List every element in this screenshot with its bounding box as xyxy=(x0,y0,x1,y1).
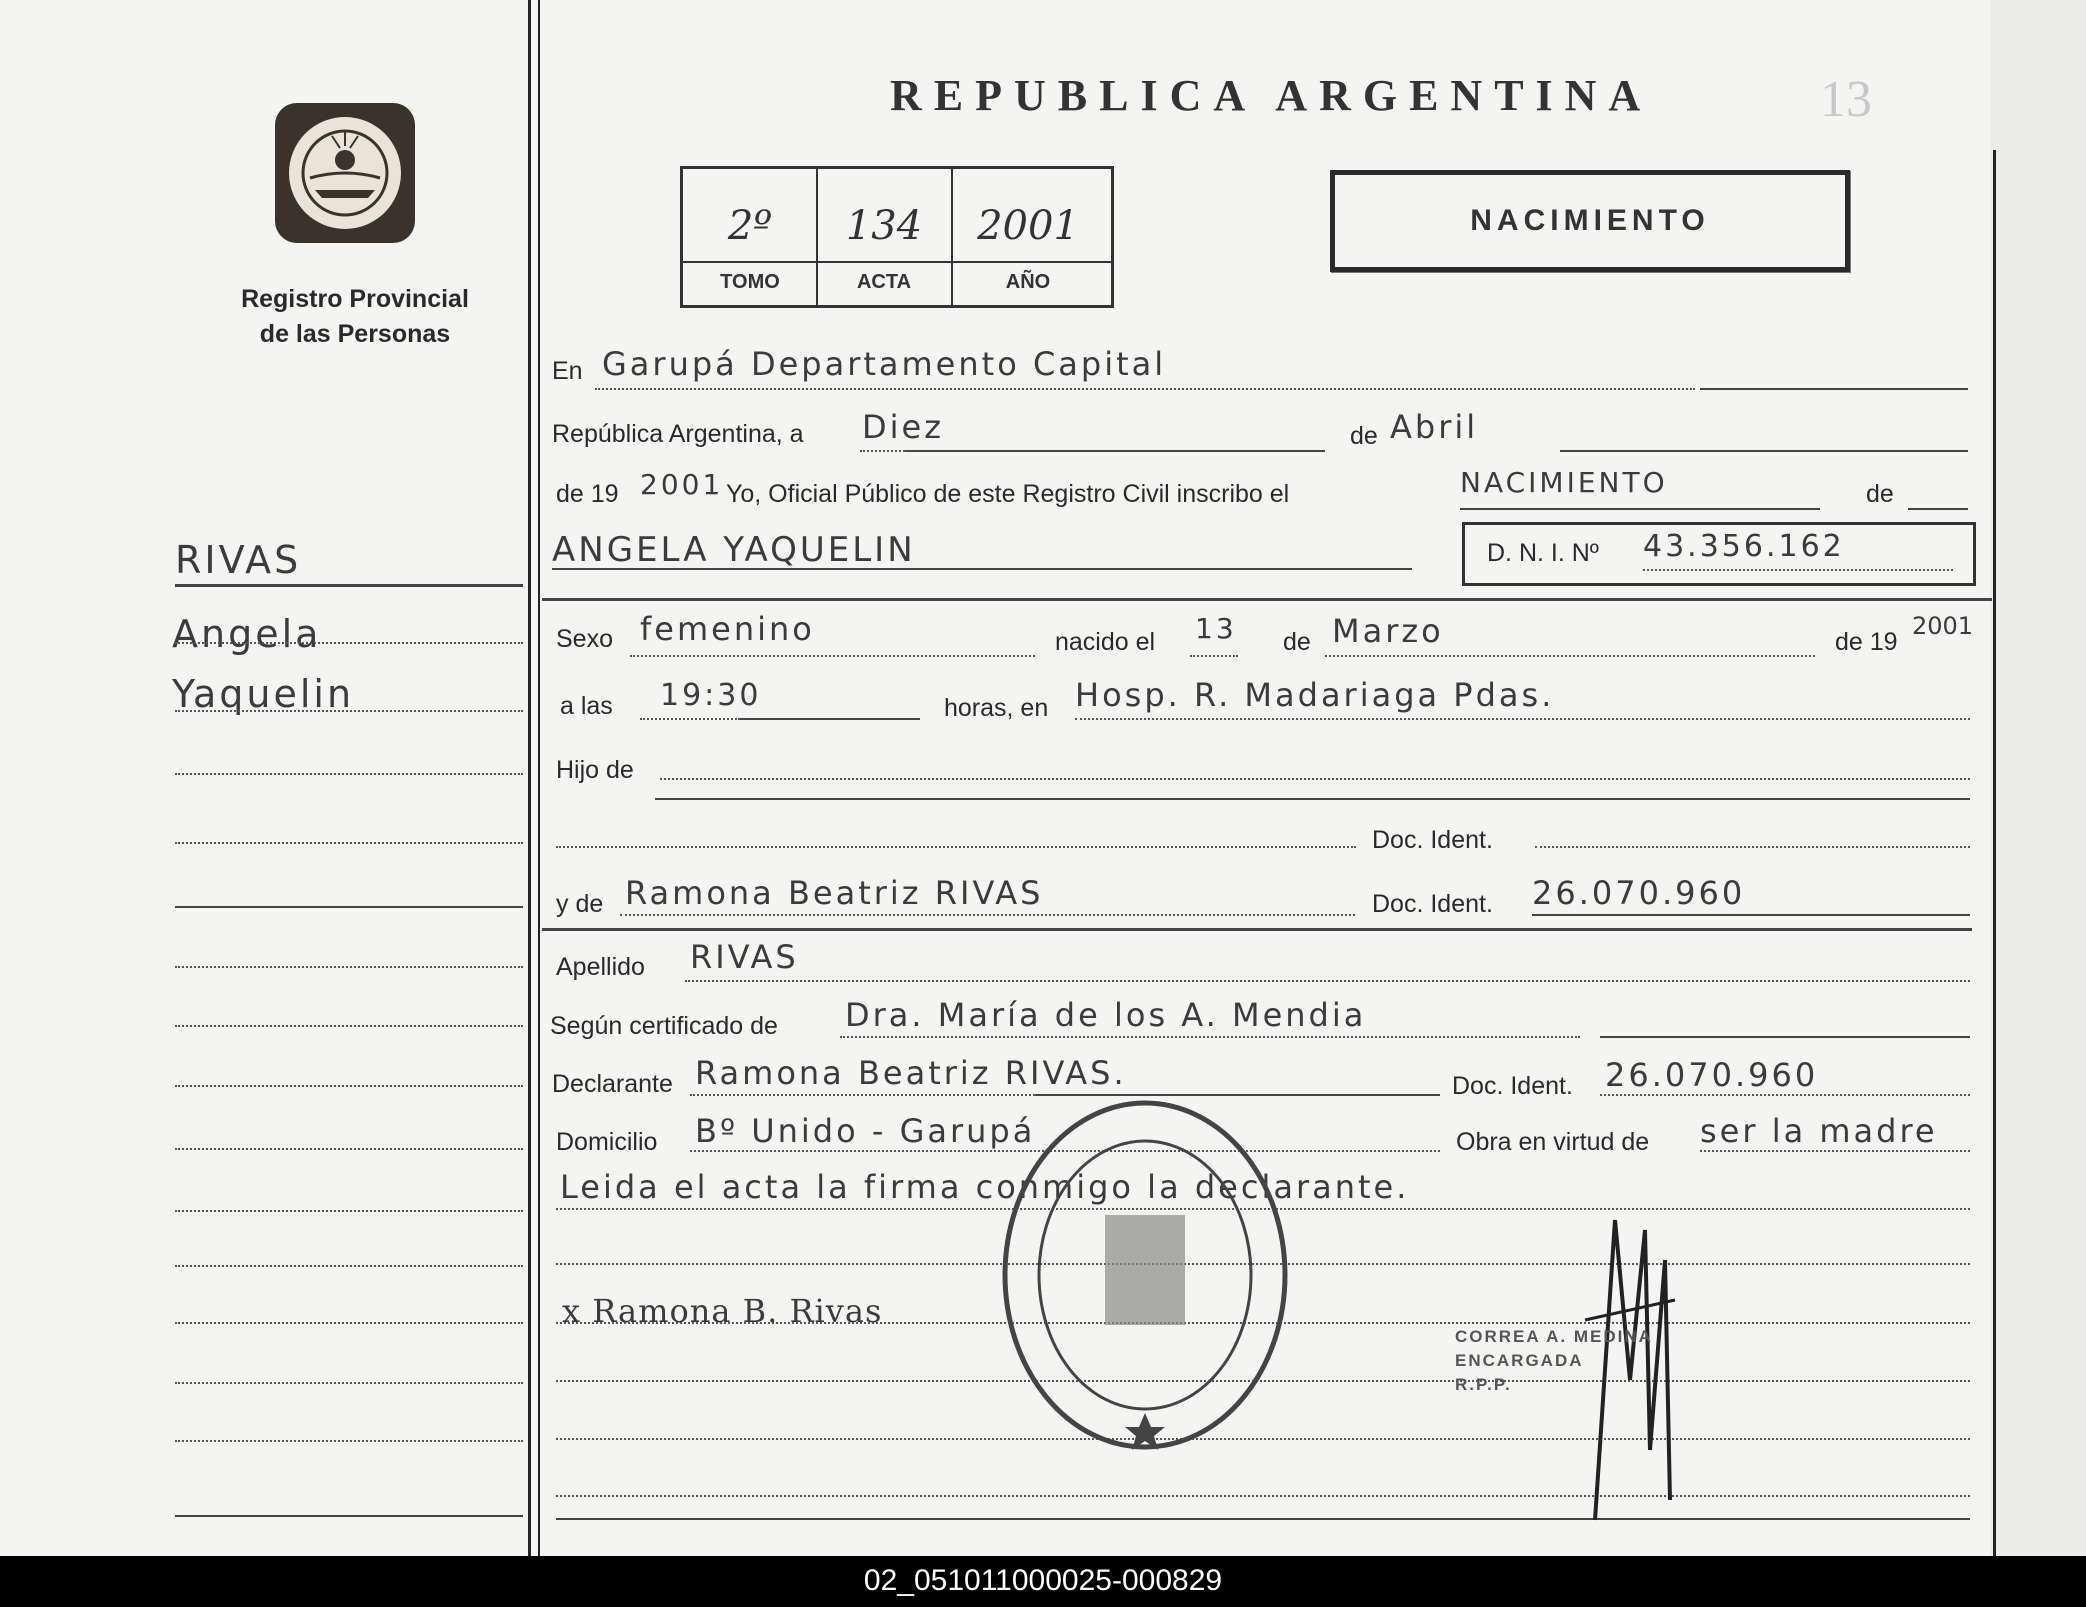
registry-name-line1: Registro Provincial xyxy=(241,285,469,313)
declarante-value: Ramona Beatriz RIVAS. xyxy=(695,1054,1127,1092)
de-19-label: de 19 xyxy=(556,480,619,508)
margin-rule xyxy=(175,584,523,587)
obra-line xyxy=(1700,1150,1970,1152)
mother-doc: 26.070.960 xyxy=(1532,874,1746,912)
month-written: Abril xyxy=(1390,408,1479,446)
birth-month: Marzo xyxy=(1332,612,1444,650)
right-border xyxy=(1993,150,1996,1556)
birth-time-line xyxy=(740,718,920,720)
margin-line xyxy=(175,642,523,644)
closing-line: Leida el acta la firma conmigo la declarante. xyxy=(560,1168,1410,1206)
declarante-label: Declarante xyxy=(552,1070,673,1098)
domicilio-value: Bº Unido - Garupá xyxy=(695,1112,1036,1150)
page-number: 13 xyxy=(1820,71,1872,128)
de-end-line xyxy=(1908,508,1968,510)
acta-label: ACTA xyxy=(856,271,912,293)
father-extra-line xyxy=(556,846,1356,848)
tomo-label: TOMO xyxy=(720,271,780,293)
margin-given-name-1: Angela xyxy=(172,612,322,656)
margin-line xyxy=(175,1515,523,1517)
section-divider-2 xyxy=(542,928,1972,931)
republica-label: República Argentina, a xyxy=(552,420,804,448)
official-line3: R.P.P. xyxy=(1455,1375,1512,1394)
act-written: NACIMIENTO xyxy=(1460,466,1668,499)
record-type-box: NACIMIENTO xyxy=(1330,170,1850,272)
certificado-label: Según certificado de xyxy=(550,1012,778,1040)
place-line xyxy=(595,388,1695,390)
father-doc-line xyxy=(1535,846,1970,848)
margin-line xyxy=(175,1210,523,1212)
margin-line xyxy=(175,1382,523,1384)
person-name: ANGELA YAQUELIN xyxy=(552,530,916,570)
obra-value: ser la madre xyxy=(1700,1112,1938,1150)
father-doc-label: Doc. Ident. xyxy=(1372,826,1493,854)
declarante-line xyxy=(690,1094,1035,1096)
birth-de19-label: de 19 xyxy=(1835,628,1898,656)
certificado-line xyxy=(840,1036,1580,1038)
place-line-end xyxy=(1700,388,1968,390)
birth-day: 13 xyxy=(1195,612,1237,645)
acta-value: 134 xyxy=(845,203,923,249)
declarante-doc: 26.070.960 xyxy=(1605,1056,1819,1094)
margin-line xyxy=(175,773,523,775)
day-line xyxy=(860,450,905,452)
year-written: 2001 xyxy=(640,468,724,501)
birth-de-label: de xyxy=(1283,628,1311,656)
blank-rule xyxy=(556,1495,1970,1497)
hijo-label: Hijo de xyxy=(556,756,634,784)
nacido-label: nacido el xyxy=(1055,628,1156,656)
horas-label: horas, en xyxy=(944,694,1049,722)
yo-statement: Yo, Oficial Público de este Registro Civil inscribo el xyxy=(726,480,1290,508)
sexo-value: femenino xyxy=(640,610,815,648)
dni-label: D. N. I. Nº xyxy=(1487,539,1599,567)
margin-line xyxy=(175,1085,523,1087)
birth-place: Hosp. R. Madariaga Pdas. xyxy=(1075,676,1555,714)
margin-line xyxy=(175,1440,523,1442)
margin-line xyxy=(175,966,523,968)
tomo-value: 2º xyxy=(727,203,773,249)
mother-name-line xyxy=(620,914,1355,916)
bottom-rule xyxy=(556,1518,1970,1520)
birth-place-line xyxy=(1075,718,1970,720)
domicilio-label: Domicilio xyxy=(556,1128,658,1156)
registry-name xyxy=(185,282,525,352)
page-edge xyxy=(1990,0,2086,1556)
de-label: de xyxy=(1350,422,1378,450)
act-line xyxy=(1460,508,1820,510)
apellido-line xyxy=(685,980,1970,982)
y-de-label: y de xyxy=(556,890,604,918)
dni-box xyxy=(1462,522,1976,586)
a-las-label: a las xyxy=(560,692,613,720)
dni-value: 43.356.162 xyxy=(1643,529,1845,564)
anio-label: AÑO xyxy=(1005,271,1051,293)
sexo-label: Sexo xyxy=(556,625,613,653)
margin-line xyxy=(175,1025,523,1027)
anio-value: 2001 xyxy=(977,203,1079,249)
reference-table xyxy=(680,166,1114,308)
apellido-label: Apellido xyxy=(556,953,645,981)
margin-line xyxy=(175,906,523,908)
mother-doc-line xyxy=(1532,914,1970,916)
birth-time: 19:30 xyxy=(660,678,762,713)
official-line1: CORREA A. MEDINA xyxy=(1455,1327,1653,1346)
margin-line xyxy=(175,1322,523,1324)
declarante-doc-line xyxy=(1600,1094,1970,1096)
registry-name-line2: de las Personas xyxy=(259,320,451,348)
de-end-label: de xyxy=(1866,480,1894,508)
left-column-divider xyxy=(528,0,531,1556)
provincia-de-misiones-emblem-icon xyxy=(270,98,420,248)
birth-month-line xyxy=(1325,655,1815,657)
margin-surname: RIVAS xyxy=(175,538,302,582)
day-line-solid xyxy=(905,450,1325,452)
obra-label: Obra en virtud de xyxy=(1456,1128,1650,1156)
section-divider xyxy=(542,598,1992,601)
declarant-signature: x Ramona B. Rivas xyxy=(562,1292,883,1330)
en-label: En xyxy=(552,357,583,385)
registry-seal-stamp-icon xyxy=(995,1095,1295,1455)
place-value: Garupá Departamento Capital xyxy=(602,345,1167,383)
margin-line xyxy=(175,710,523,712)
day-written: Diez xyxy=(862,408,945,446)
birth-year: 2001 xyxy=(1912,612,1974,640)
margin-line xyxy=(175,842,523,844)
margin-given-name-2: Yaquelin xyxy=(172,672,355,716)
dni-line xyxy=(1643,569,1953,571)
certificado-line-end xyxy=(1600,1036,1970,1038)
mother-doc-label: Doc. Ident. xyxy=(1372,890,1493,918)
margin-line xyxy=(175,1265,523,1267)
margin-line xyxy=(175,1148,523,1150)
country-title: REPUBLICA ARGENTINA xyxy=(890,71,1653,120)
birth-time-line-dot xyxy=(640,718,740,720)
official-block xyxy=(1455,1325,1653,1397)
certificado-value: Dra. María de los A. Mendia xyxy=(845,996,1367,1034)
document-id-footer: 02_051011000025-000829 xyxy=(0,1556,2086,1607)
father-line-2 xyxy=(655,798,1970,800)
ref-row-divider xyxy=(683,261,1111,263)
month-line xyxy=(1560,450,1968,452)
left-column-divider-inner xyxy=(538,0,540,1556)
person-name-line xyxy=(552,568,1412,570)
sexo-line xyxy=(630,655,1035,657)
official-line2: ENCARGADA xyxy=(1455,1351,1584,1370)
birth-day-line xyxy=(1190,655,1238,657)
apellido-value: RIVAS xyxy=(690,938,799,976)
father-line xyxy=(660,778,1970,780)
declarante-doc-label: Doc. Ident. xyxy=(1452,1072,1573,1100)
mother-name: Ramona Beatriz RIVAS xyxy=(625,874,1044,912)
